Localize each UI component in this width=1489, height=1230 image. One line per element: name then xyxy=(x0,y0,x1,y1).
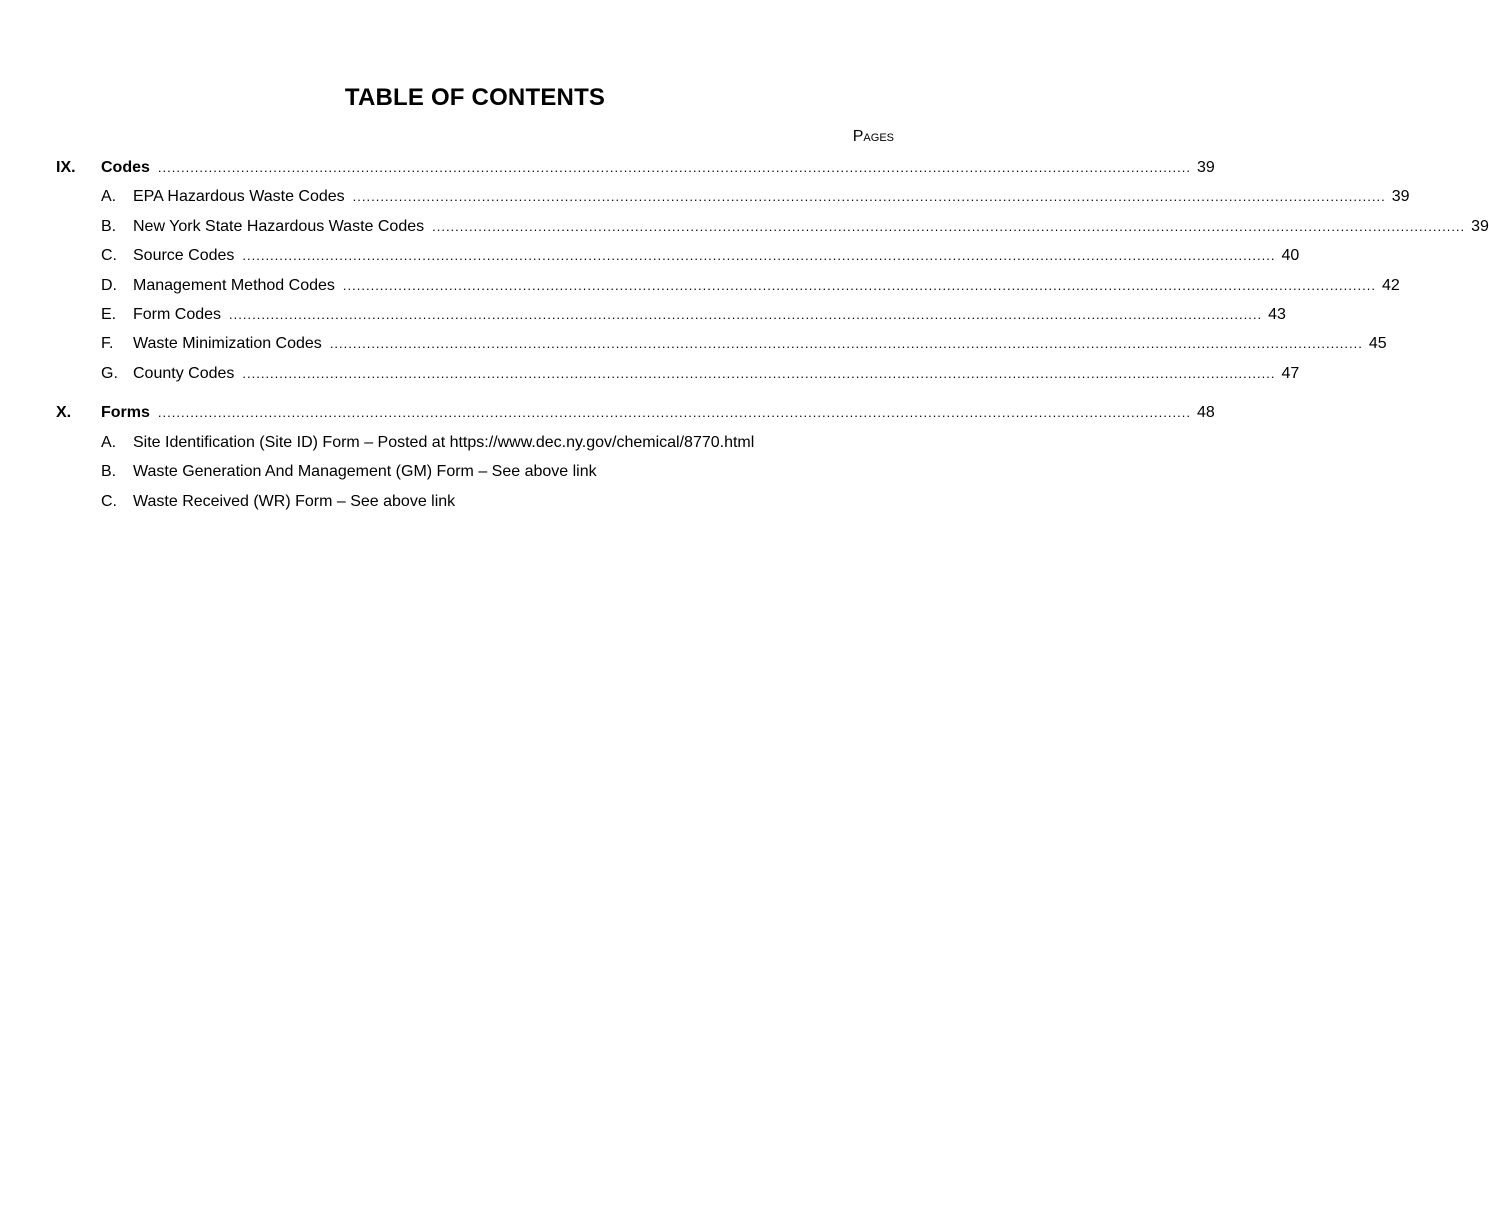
page-number: 43 xyxy=(1268,306,1286,323)
section-numeral: IX. xyxy=(56,159,76,176)
toc-item-row xyxy=(56,432,884,454)
item-title: Waste Generation And Management (GM) Form – See above link xyxy=(133,463,597,480)
page-number: 39 xyxy=(1196,159,1215,176)
item-letter: F. xyxy=(101,335,114,352)
page-number: 40 xyxy=(1281,247,1300,264)
item-title: Waste Received (WR) Form – See above link xyxy=(133,493,456,510)
section-numeral: X. xyxy=(56,404,72,421)
page-number: 39 xyxy=(1471,218,1489,235)
section-title: Codes xyxy=(101,159,150,176)
item-title: Site Identification (Site ID) Form – Posted at https://www.dec.ny.gov/chemical/8770.html xyxy=(133,434,755,451)
page-number: 42 xyxy=(1381,277,1400,294)
item-title: Source Codes xyxy=(133,247,235,264)
item-letter: C. xyxy=(101,493,117,510)
dot-leader: ................................................................................................................................................................................................................................ xyxy=(342,278,1376,293)
toc-item-row xyxy=(56,186,1410,208)
item-letter: A. xyxy=(101,188,117,205)
toc-section-row xyxy=(56,157,1215,179)
item-letter: C. xyxy=(101,247,117,264)
toc-item-row xyxy=(56,461,884,483)
page-number: 47 xyxy=(1281,365,1300,382)
toc-item-row xyxy=(56,363,1300,385)
section-title: Forms xyxy=(101,404,150,421)
toc-item-row xyxy=(56,333,1387,355)
item-title: Management Method Codes xyxy=(133,277,335,294)
toc-item-row xyxy=(56,275,1400,297)
toc-item-row xyxy=(56,216,1489,238)
dot-leader: ................................................................................................................................................................................................................................ xyxy=(329,336,1363,351)
item-title: Form Codes xyxy=(133,306,222,323)
page-number: 45 xyxy=(1368,335,1387,352)
dot-leader: ................................................................................................................................................................................................................................ xyxy=(157,405,1191,420)
dot-leader: ................................................................................................................................................................................................................................ xyxy=(352,189,1386,204)
page-number: 39 xyxy=(1391,188,1410,205)
dot-leader: ................................................................................................................................................................................................................................ xyxy=(242,366,1276,381)
dot-leader: ................................................................................................................................................................................................................................ xyxy=(432,219,1466,234)
item-letter: B. xyxy=(101,218,117,235)
item-letter: E. xyxy=(101,306,117,323)
page-number: 48 xyxy=(1196,404,1215,421)
item-title: County Codes xyxy=(133,365,235,382)
item-title: New York State Hazardous Waste Codes xyxy=(133,218,425,235)
toc-item-row xyxy=(56,491,884,513)
toc-section-row xyxy=(56,402,1215,424)
dot-leader: ................................................................................................................................................................................................................................ xyxy=(242,248,1276,263)
toc-item-row xyxy=(56,304,1286,326)
pages-column-header: Pages xyxy=(852,128,894,145)
item-letter: B. xyxy=(101,463,117,480)
item-letter: A. xyxy=(101,434,117,451)
item-title: EPA Hazardous Waste Codes xyxy=(133,188,345,205)
dot-leader: ................................................................................................................................................................................................................................ xyxy=(157,160,1191,175)
item-letter: D. xyxy=(101,277,117,294)
page-title: TABLE OF CONTENTS xyxy=(344,84,606,111)
toc-item-row xyxy=(56,245,1300,267)
item-letter: G. xyxy=(101,365,118,382)
item-title: Waste Minimization Codes xyxy=(133,335,322,352)
dot-leader: ................................................................................................................................................................................................................................ xyxy=(229,307,1263,322)
